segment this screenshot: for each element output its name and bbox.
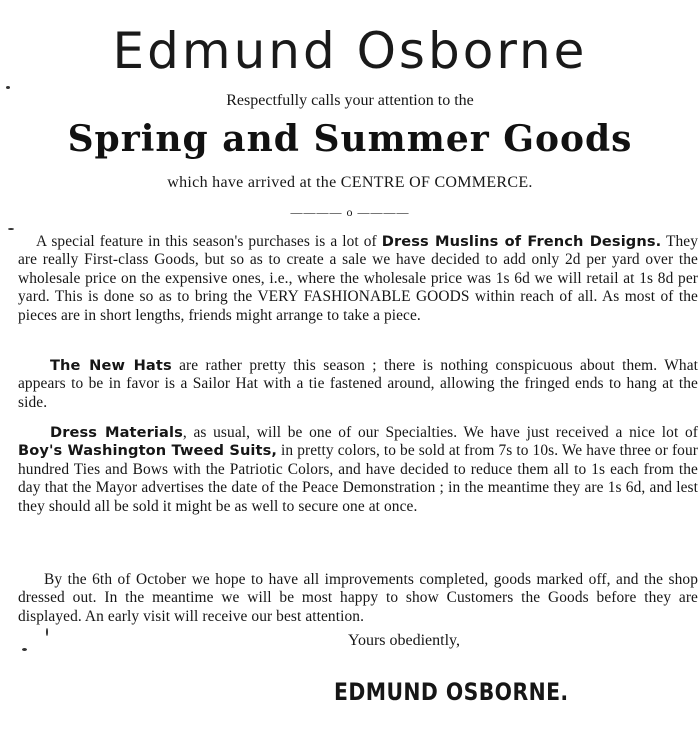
ink-speck: [6, 86, 10, 89]
closing-line: Yours obediently,: [348, 632, 461, 649]
paragraph-new-hats: [18, 357, 698, 412]
headline-title: Spring and Summer Goods: [67, 118, 633, 160]
p1-lead: A special feature in this season's purchases is a lot of: [36, 233, 382, 250]
intro-line: Respectfully calls your attention to the: [226, 92, 474, 109]
paragraph-october-improvements: [18, 571, 698, 626]
paragraph-dress-materials: [18, 424, 698, 516]
p3-rest: in pretty colors, to be sold at from 7s to 10s. We have three or four hundred Ties and Bows with the Patriotic Colors, and have decided to reduce them all to 1s each from the day that the Mayor advertises the date of the Peace Demonstration ; in the meantime they are 1s 6d, and lest they should all be sold it might be as well to secure one at once.: [18, 442, 699, 515]
merchant-name: Edmund Osborne: [112, 22, 588, 80]
p2-bold: The New Hats: [50, 357, 172, 374]
subtitle-line: which have arrived at the CENTRE OF COMMERCE.: [167, 174, 533, 191]
ink-speck: [22, 648, 27, 651]
p3-bold2: Boy's Washington Tweed Suits,: [18, 442, 278, 460]
signature: EDMUND OSBORNE.: [334, 678, 569, 706]
ornament-divider: ———— o ————: [290, 205, 410, 219]
p1-rest: They are really First-class Goods, but so as to create a sale we have decided to add only 2d per yard over the wholesale price on the expensive ones, i.e., where the wholesale price was 1s 6d we will retail at 1s 8d per yard. This is done so as to bring the VERY FASHIONABLE GOODS within reach of all. As most of the pieces are in short lengths, friends might arrange to take a piece.: [18, 233, 698, 324]
p1-bold: Dress Muslins of French Designs.: [381, 233, 662, 250]
p3-bold1: Dress Materials: [50, 424, 183, 441]
p4-text: By the 6th of October we hope to have all improvements completed, goods marked off, and the shop dressed out. In the meantime we will be most happy to show Customers the Goods before they are displayed. An early visit will receive our best attention.: [18, 571, 698, 625]
ink-speck: [46, 628, 48, 636]
ink-speck: [8, 228, 14, 230]
p2-rest: are rather pretty this season ; there is nothing conspicuous about them. What appears to be in favor is a Sailor Hat with a tie fastened around, allowing the fringed ends to hang at the side.: [18, 357, 698, 411]
paragraph-dress-muslins: [18, 233, 698, 325]
p3-mid: , as usual, will be one of our Specialties. We have just received a nice lot of: [182, 424, 698, 441]
